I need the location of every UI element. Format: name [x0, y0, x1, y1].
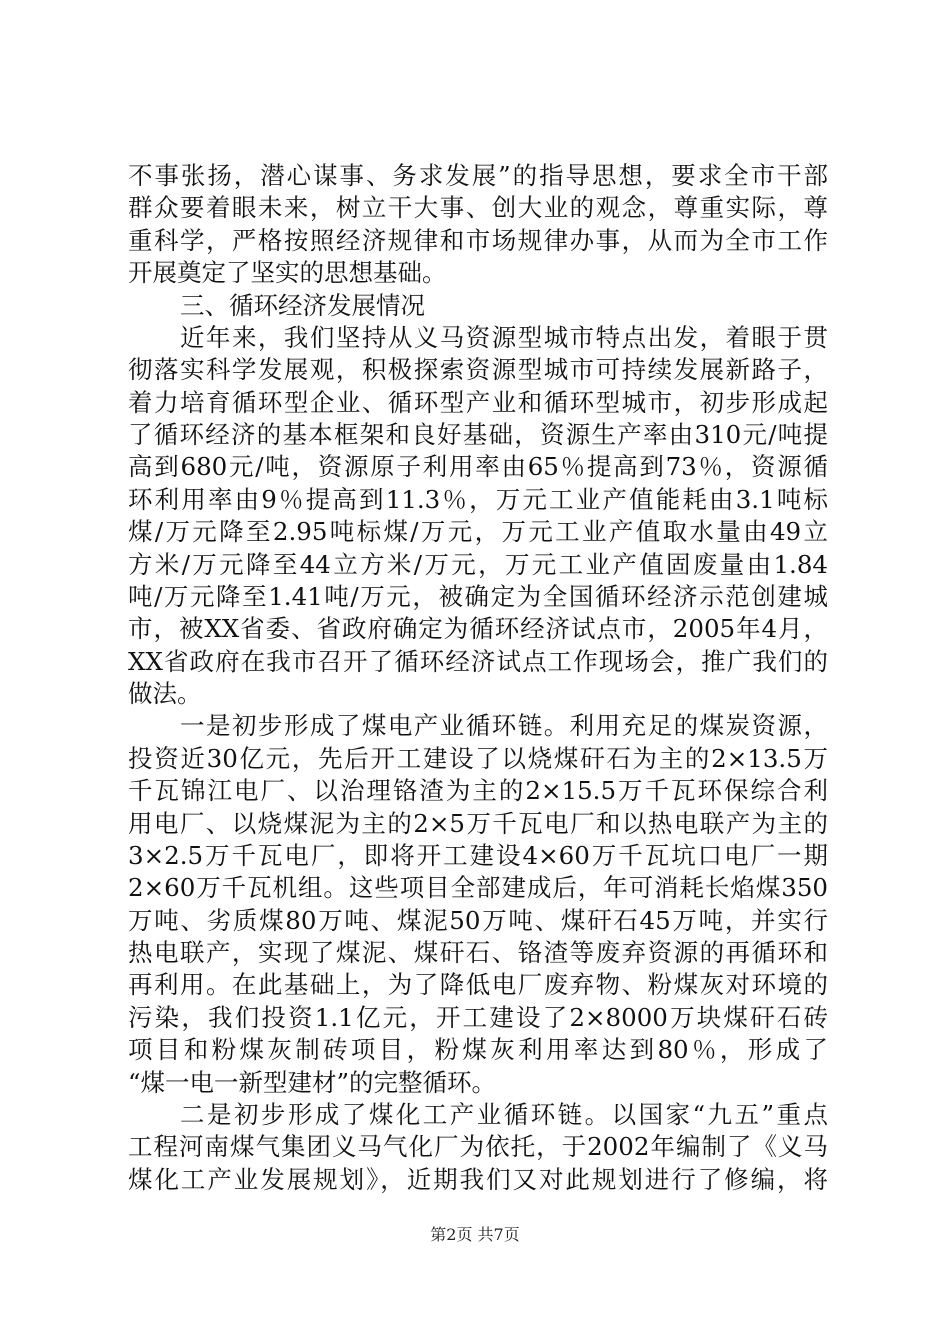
section-heading: 三、循环经济发展情况 — [180, 290, 425, 320]
text-line: 群众要着眼未来，树立干大事、创大业的观念，尊重实际，尊 — [128, 193, 828, 223]
text-line: 高到680元/吨，资源原子利用率由65％提高到73％，资源循 — [128, 452, 828, 482]
text-line: 环利用率由9％提高到11.3％，万元工业产值能耗由3.1吨标 — [128, 484, 828, 514]
text-line: 市，被XX省委、省政府确定为循环经济试点市，2005年4月， — [128, 614, 828, 644]
text-line: 项目和粉煤灰制砖项目，粉煤灰利用率达到80％，形成了 — [128, 1035, 828, 1065]
text-line: “煤一电一新型建材”的完整循环。 — [128, 1067, 497, 1097]
text-line: 用电厂、以烧煤泥为主的2×5万千瓦电厂和以热电联产为主的 — [128, 808, 828, 838]
text-line: 工程河南煤气集团义马气化厂为依托，于2002年编制了《义马 — [128, 1132, 828, 1162]
text-line: 近年来，我们坚持从义马资源型城市特点出发，着眼于贯 — [180, 322, 828, 352]
text-line: 煤/万元降至2.95吨标煤/万元，万元工业产值取水量由49立 — [128, 517, 828, 547]
text-line: 了循环经济的基本框架和良好基础，资源生产率由310元/吨提 — [128, 420, 828, 449]
text-line: 煤化工产业发展规划》，近期我们又对此规划进行了修编，将 — [128, 1164, 828, 1194]
text-line: 彻落实科学发展观，积极探索资源型城市可持续发展新路子， — [128, 355, 828, 385]
text-line: XX省政府在我市召开了循环经济试点工作现场会，推广我们的 — [128, 646, 828, 676]
text-line: 热电联产，实现了煤泥、煤矸石、铬渣等废弃资源的再循环和 — [128, 938, 828, 967]
text-line: 方米/万元降至44立方米/万元，万元工业产值固废量由1.84 — [128, 549, 828, 579]
text-line: 开展奠定了坚实的思想基础。 — [128, 258, 447, 288]
text-line: 着力培育循环型企业、循环型产业和循环型城市，初步形成起 — [128, 387, 828, 417]
text-line: 重科学，严格按照经济规律和市场规律办事，从而为全市工作 — [128, 225, 828, 255]
page-number-footer: 第2页 共7页 — [430, 1225, 520, 1244]
text-line: 不事张扬，潜心谋事、务求发展”的指导思想，要求全市干部 — [128, 161, 828, 190]
text-line: 投资近30亿元，先后开工建设了以烧煤矸石为主的2×13.5万 — [128, 743, 828, 773]
text-line: 2×60万千瓦机组。这些项目全部建成后，年可消耗长焰煤350 — [128, 873, 828, 903]
text-line: 污染，我们投资1.1亿元，开工建设了2×8000万块煤矸石砖 — [128, 1002, 828, 1032]
text-line: 再利用。在此基础上，为了降低电厂废弃物、粉煤灰对环境的 — [128, 970, 828, 1000]
text-line: 二是初步形成了煤化工产业循环链。以国家“九五”重点 — [180, 1099, 828, 1129]
text-line: 3×2.5万千瓦电厂，即将开工建设4×60万千瓦坑口电厂一期 — [128, 840, 828, 870]
text-line: 吨/万元降至1.41吨/万元，被确定为全国循环经济示范创建城 — [128, 581, 828, 611]
text-line: 千瓦锦江电厂、以治理铬渣为主的2×15.5万千瓦环保综合利 — [128, 776, 828, 806]
text-line: 一是初步形成了煤电产业循环链。利用充足的煤炭资源， — [180, 711, 828, 741]
text-line: 做法。 — [128, 679, 202, 708]
text-line: 万吨、劣质煤80万吨、煤泥50万吨、煤矸石45万吨，并实行 — [128, 905, 828, 935]
